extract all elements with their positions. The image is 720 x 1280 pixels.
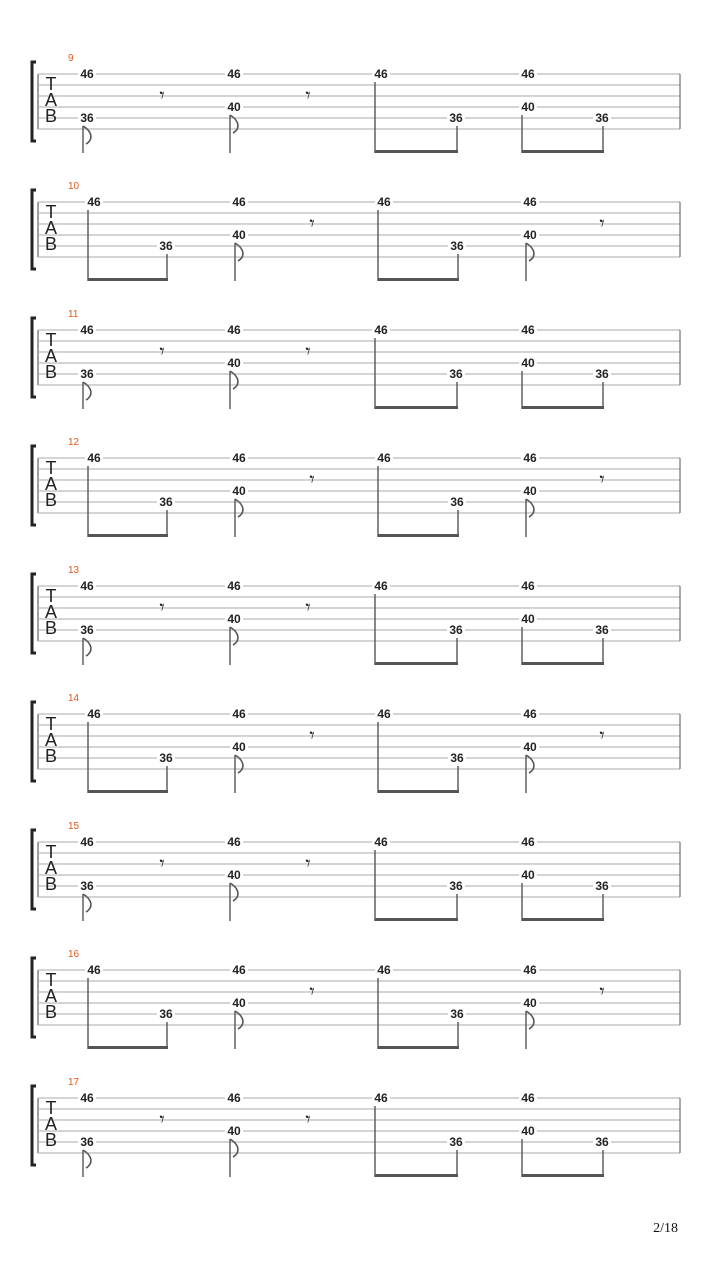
eighth-rest: 𝄾: [159, 851, 165, 875]
fret-number: 46: [374, 67, 388, 81]
measure-number: 12: [68, 437, 80, 448]
fret-number: 46: [374, 579, 388, 593]
tab-system: [32, 309, 680, 409]
fret-number: 36: [450, 239, 464, 253]
fret-number: 46: [377, 195, 391, 209]
fret-number: 46: [87, 451, 101, 465]
eighth-rest: 𝄾: [599, 211, 605, 235]
fret-number: 46: [523, 707, 537, 721]
system-bracket: [32, 446, 36, 525]
fret-number: 40: [523, 996, 537, 1010]
fret-number: 36: [80, 367, 94, 381]
beam: [522, 918, 604, 921]
beam: [375, 662, 458, 665]
tab-system: [32, 949, 680, 1049]
beam: [88, 534, 168, 537]
tab-clef-letter: B: [44, 874, 58, 894]
fret-number: 36: [159, 239, 173, 253]
tab-clef-letter: A: [44, 858, 58, 878]
fret-number: 46: [80, 67, 94, 81]
system-bracket: [32, 190, 36, 269]
beam: [378, 1046, 459, 1049]
tab-system: [32, 565, 680, 665]
fret-number: 46: [227, 579, 241, 593]
tab-clef-letter: B: [44, 1130, 58, 1150]
measure-number: 17: [68, 1077, 80, 1088]
fret-number: 46: [232, 195, 246, 209]
system-bracket: [32, 574, 36, 653]
system-bracket: [32, 830, 36, 909]
fret-number: 40: [521, 1124, 535, 1138]
beam: [522, 662, 604, 665]
fret-number: 36: [80, 111, 94, 125]
tab-clef-letter: A: [44, 218, 58, 238]
fret-number: 36: [449, 879, 463, 893]
tab-clef-letter: B: [44, 106, 58, 126]
fret-number: 40: [232, 740, 246, 754]
fret-number: 40: [227, 356, 241, 370]
fret-number: 46: [523, 195, 537, 209]
tab-system: [32, 693, 680, 793]
tab-clef-letter: A: [44, 602, 58, 622]
fret-number: 36: [449, 111, 463, 125]
fret-number: 36: [159, 1007, 173, 1021]
tab-clef-letter: B: [44, 1002, 58, 1022]
beam: [378, 534, 459, 537]
tab-clef-letter: T: [45, 74, 57, 94]
tab-system: [32, 437, 680, 537]
tab-clef-letter: B: [44, 746, 58, 766]
measure-number: 14: [68, 693, 80, 704]
system-bracket: [32, 318, 36, 397]
fret-number: 36: [595, 623, 609, 637]
tab-clef-letter: B: [44, 618, 58, 638]
measure-number: 9: [68, 53, 74, 64]
fret-number: 46: [87, 707, 101, 721]
beam: [375, 918, 458, 921]
fret-number: 40: [521, 100, 535, 114]
eighth-rest: 𝄾: [599, 723, 605, 747]
eighth-rest: 𝄾: [599, 979, 605, 1003]
fret-number: 46: [80, 1091, 94, 1105]
tab-system: [32, 821, 680, 921]
fret-number: 46: [521, 67, 535, 81]
measure-number: 16: [68, 949, 80, 960]
tab-clef-letter: A: [44, 90, 58, 110]
beam: [522, 1174, 604, 1177]
beam: [375, 1174, 458, 1177]
eighth-rest: 𝄾: [159, 1107, 165, 1131]
eighth-rest: 𝄾: [305, 83, 311, 107]
fret-number: 40: [521, 612, 535, 626]
fret-number: 46: [232, 707, 246, 721]
fret-number: 40: [227, 1124, 241, 1138]
beam: [88, 278, 168, 281]
fret-number: 36: [450, 495, 464, 509]
tab-clef-letter: T: [45, 970, 57, 990]
fret-number: 46: [80, 835, 94, 849]
system-bracket: [32, 62, 36, 141]
fret-number: 36: [159, 751, 173, 765]
fret-number: 46: [523, 963, 537, 977]
system-bracket: [32, 1086, 36, 1165]
eighth-rest: 𝄾: [159, 83, 165, 107]
measure-number: 11: [68, 309, 79, 320]
fret-number: 36: [159, 495, 173, 509]
eighth-rest: 𝄾: [305, 339, 311, 363]
eighth-rest: 𝄾: [309, 467, 315, 491]
tab-system: [32, 181, 680, 281]
fret-number: 46: [374, 1091, 388, 1105]
fret-number: 36: [450, 1007, 464, 1021]
fret-number: 46: [374, 323, 388, 337]
fret-number: 46: [521, 579, 535, 593]
fret-number: 40: [227, 868, 241, 882]
tab-clef-letter: B: [44, 490, 58, 510]
fret-number: 36: [449, 623, 463, 637]
tab-system: [32, 53, 680, 153]
fret-number: 40: [523, 740, 537, 754]
fret-number: 40: [521, 356, 535, 370]
fret-number: 36: [595, 879, 609, 893]
fret-number: 40: [232, 228, 246, 242]
fret-number: 36: [450, 751, 464, 765]
eighth-rest: 𝄾: [309, 211, 315, 235]
fret-number: 36: [595, 111, 609, 125]
tab-clef-letter: T: [45, 714, 57, 734]
fret-number: 46: [232, 963, 246, 977]
eighth-rest: 𝄾: [305, 595, 311, 619]
measure-number: 10: [68, 181, 80, 192]
fret-number: 36: [595, 367, 609, 381]
eighth-rest: 𝄾: [309, 723, 315, 747]
measure-number: 13: [68, 565, 80, 576]
fret-number: 46: [87, 963, 101, 977]
fret-number: 46: [227, 1091, 241, 1105]
fret-number: 46: [521, 1091, 535, 1105]
system-bracket: [32, 958, 36, 1037]
tab-clef-letter: A: [44, 346, 58, 366]
eighth-rest: 𝄾: [305, 851, 311, 875]
tab-clef-letter: T: [45, 842, 57, 862]
fret-number: 46: [87, 195, 101, 209]
fret-number: 46: [227, 67, 241, 81]
tab-clef-letter: B: [44, 362, 58, 382]
measure-number: 15: [68, 821, 80, 832]
fret-number: 40: [232, 484, 246, 498]
fret-number: 36: [80, 1135, 94, 1149]
fret-number: 36: [80, 623, 94, 637]
tab-clef-letter: A: [44, 1114, 58, 1134]
beam: [375, 406, 458, 409]
beam: [375, 150, 458, 153]
tab-clef-letter: T: [45, 330, 57, 350]
fret-number: 46: [521, 835, 535, 849]
tab-system: [32, 1077, 680, 1177]
eighth-rest: 𝄾: [305, 1107, 311, 1131]
beam: [88, 1046, 168, 1049]
fret-number: 46: [232, 451, 246, 465]
tab-clef-letter: A: [44, 730, 58, 750]
tab-clef-letter: A: [44, 474, 58, 494]
fret-number: 40: [523, 228, 537, 242]
fret-number: 40: [232, 996, 246, 1010]
page-number: 2/18: [653, 1221, 678, 1236]
beam: [522, 150, 604, 153]
fret-number: 46: [227, 835, 241, 849]
fret-number: 40: [523, 484, 537, 498]
beam: [522, 406, 604, 409]
tab-clef-letter: T: [45, 586, 57, 606]
fret-number: 36: [80, 879, 94, 893]
tab-clef-letter: A: [44, 986, 58, 1006]
fret-number: 46: [80, 323, 94, 337]
fret-number: 46: [377, 963, 391, 977]
fret-number: 36: [595, 1135, 609, 1149]
eighth-rest: 𝄾: [159, 595, 165, 619]
fret-number: 40: [227, 612, 241, 626]
eighth-rest: 𝄾: [159, 339, 165, 363]
fret-number: 40: [227, 100, 241, 114]
fret-number: 46: [374, 835, 388, 849]
fret-number: 36: [449, 367, 463, 381]
fret-number: 46: [377, 707, 391, 721]
tab-clef-letter: T: [45, 1098, 57, 1118]
beam: [378, 278, 459, 281]
eighth-rest: 𝄾: [309, 979, 315, 1003]
eighth-rest: 𝄾: [599, 467, 605, 491]
tab-clef-letter: T: [45, 202, 57, 222]
fret-number: 36: [449, 1135, 463, 1149]
fret-number: 46: [523, 451, 537, 465]
beam: [88, 790, 168, 793]
beam: [378, 790, 459, 793]
fret-number: 40: [521, 868, 535, 882]
tab-clef-letter: B: [44, 234, 58, 254]
fret-number: 46: [377, 451, 391, 465]
fret-number: 46: [521, 323, 535, 337]
system-bracket: [32, 702, 36, 781]
tab-clef-letter: T: [45, 458, 57, 478]
fret-number: 46: [227, 323, 241, 337]
fret-number: 46: [80, 579, 94, 593]
